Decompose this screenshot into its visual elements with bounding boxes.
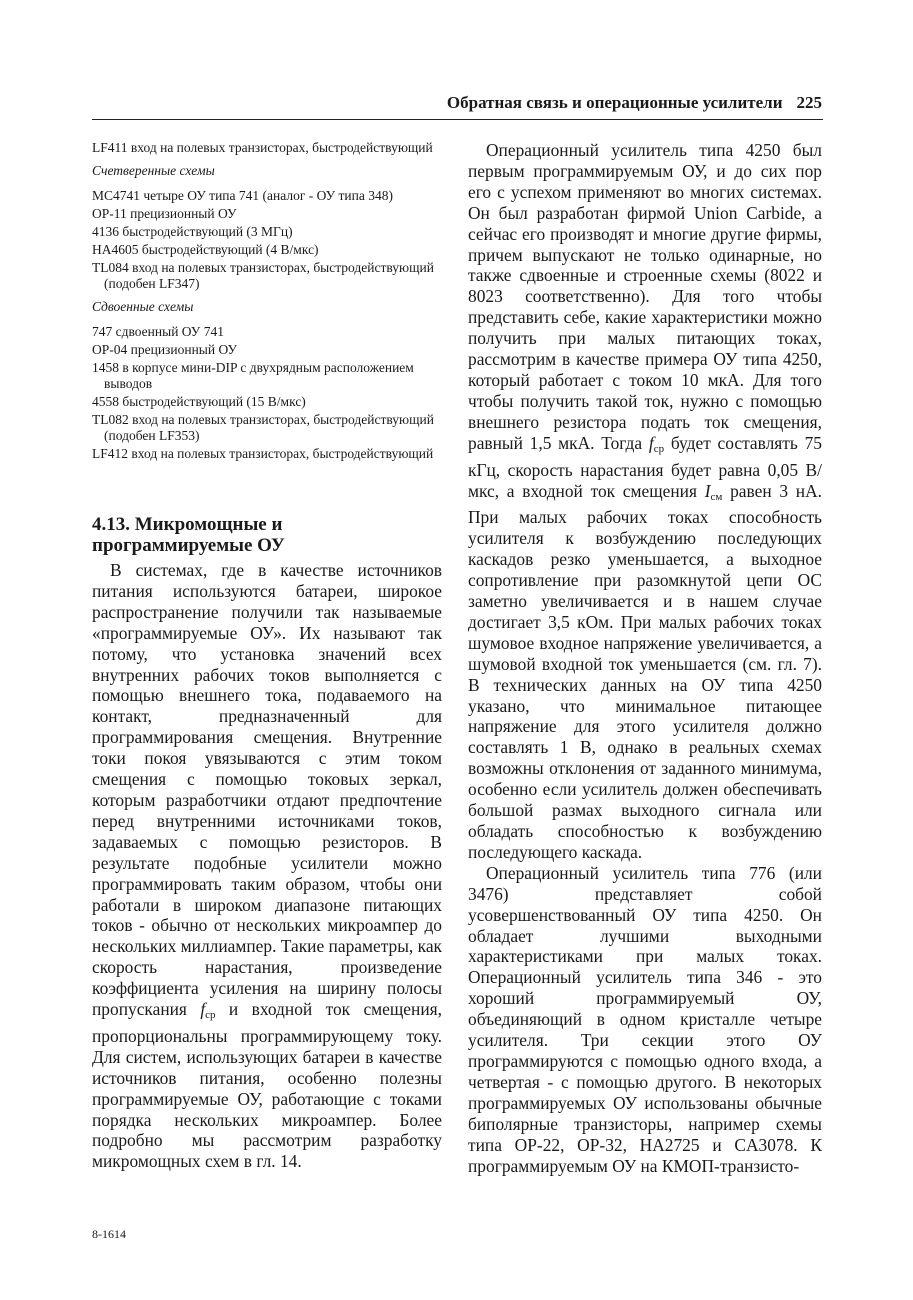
single-list	[92, 140, 442, 156]
list-item: HA4605 быстродействующий (4 В/мкс)	[92, 242, 319, 257]
list-item: LF412 вход на полевых транзисторах, быстродействующий	[92, 446, 434, 461]
paragraph-text: Операционный усилитель типа 4250 был первым программируемым ОУ, и до сих пор его с успехом применяют во многих системах. Он был разработан фирмой Union Carbide, а сейчас его производят и многие другие фирмы, причем выпускают не только одинарные, но также сдвоенные и строенные схемы (8022 и 8023 соответственно). Для того чтобы представить себе, какие характеристики можно получить при малых питающих токах, рассмотрим в качестве примера ОУ типа 4250, который работает с током 10 мкА. Для того чтобы получить такой ток, нужно с помощью внешнего резистора подать ток смещения, равный 1,5 мкА. Тогда	[468, 140, 822, 453]
f-subscript: ср	[205, 1009, 216, 1022]
list-item: MC4741 четыре ОУ типа 741 (аналог - ОУ типа 348)	[92, 188, 393, 203]
paragraph-text: будет составлять 75 кГц, скорость нарастания будет равна 0,05 В/мкс, а входной ток смещения	[468, 432, 822, 501]
paragraph-text: В системах, где в качестве источников питания используются батареи, широкое распространение получили так называемые «программируемые ОУ». Их называют так потому, что установка значений всех внутренних рабочих токов выполняется с помощью внешнего тока, подаваемого на контакт, предназначенный для программирования смещения. Внутренние токи покоя увязываются с этим током смещения с помощью токовых зеркал, которым разработчики отдают предпочтение перед внутренними источниками токов, задаваемых с помощью резисторов. В результате подобные усилители можно программировать таким образом, чтобы они работали в широком диапазоне питающих токов - обычно от нескольких микроампер до нескольких миллиампер. Такие параметры, как скорость нарастания, произведение коэффициента усиления на ширину полосы пропускания	[92, 560, 442, 1020]
body-paragraph	[92, 560, 442, 1172]
list-item: LF411 вход на полевых транзисторах, быстродействующий	[92, 140, 433, 155]
header-title: Обратная связь и операционные усилители	[446, 93, 783, 112]
dual-heading: Сдвоенные схемы	[92, 299, 194, 314]
f-subscript: ср	[653, 442, 665, 455]
list-item: 1458 в корпусе мини-DIP с двухрядным расположением выводов	[92, 360, 414, 391]
f-symbol: f	[200, 999, 206, 1020]
quad-heading: Счетверенные схемы	[92, 163, 215, 178]
paragraph-text: равен 3 нА. При малых рабочих токах способность усилителя к возбуждению последующих каскадов резко уменьшается, а выходное сопротивление при разомкнутой цепи ОС заметно увеличивается и в нашем случае достигает 3,5 кОм. При малых рабочих токах шумовое входное напряжение увеличивается, а шумовой входной ток уменьшается (см. гл. 7). В технических данных на ОУ типа 4250 указано, что минимальное питающее напряжение для этого усилителя должно составлять 1 В, однако в реальных схемах возможны отклонения от заданного минимума, особенно если усилитель должен обеспечивать большой размах выходного сигнала или обладать способностью к возбуждению последующего каскада.	[468, 480, 822, 862]
header-rule	[92, 119, 823, 120]
printer-signature: 8-1614	[92, 1227, 126, 1241]
list-item: OP-04 прецизионный ОУ	[92, 342, 238, 357]
i-symbol: I	[704, 480, 711, 501]
list-item: 4558 быстродействующий (15 В/мкс)	[92, 394, 306, 409]
body-paragraph	[468, 140, 822, 863]
list-item: 747 сдвоенный ОУ 741	[92, 324, 224, 339]
running-header	[92, 93, 822, 113]
page-number: 225	[796, 93, 822, 112]
i-subscript: см	[710, 490, 723, 503]
f-symbol: f	[648, 432, 654, 453]
list-item: TL082 вход на полевых транзисторах, быстродействующий (подобен LF353)	[92, 412, 434, 443]
list-item: OP-11 прецизионный ОУ	[92, 206, 237, 221]
section-title: 4.13. Микромощные и программируемые ОУ	[92, 514, 285, 556]
left-column	[92, 140, 442, 1172]
list-item: TL084 вход на полевых транзисторах, быстродействующий (подобен LF347)	[92, 260, 434, 291]
quad-list	[92, 188, 442, 292]
dual-list	[92, 324, 442, 462]
body-paragraph: Операционный усилитель типа 776 (или 3476) представляет собой усовершенствованный ОУ типа 4250. Он обладает лучшими выходными характеристиками при малых токах. Операционный усилитель типа 346 - это хороший программируемый ОУ, объединяющий в одном кристалле четыре усилителя. Три секции этого ОУ программируются с помощью одного входа, а четвертая - с помощью другого. В некоторых программируемых ОУ использованы обычные биполярные транзисторы, например схемы типа OP-22, OP-32, HA2725 и CA3078. К программируемым ОУ на КМОП-транзисто-	[468, 862, 822, 1176]
right-column	[468, 140, 822, 1176]
paragraph-text: и входной ток смещения, пропорциональны программирующему току. Для систем, использующих батареи в качестве источников питания, особенно полезны программируемые ОУ, работающие с токами порядка нескольких микроампер. Более подробно мы рассмотрим разработку микромощных схем в гл. 14.	[92, 999, 442, 1172]
list-item: 4136 быстродействующий (3 МГц)	[92, 224, 293, 239]
